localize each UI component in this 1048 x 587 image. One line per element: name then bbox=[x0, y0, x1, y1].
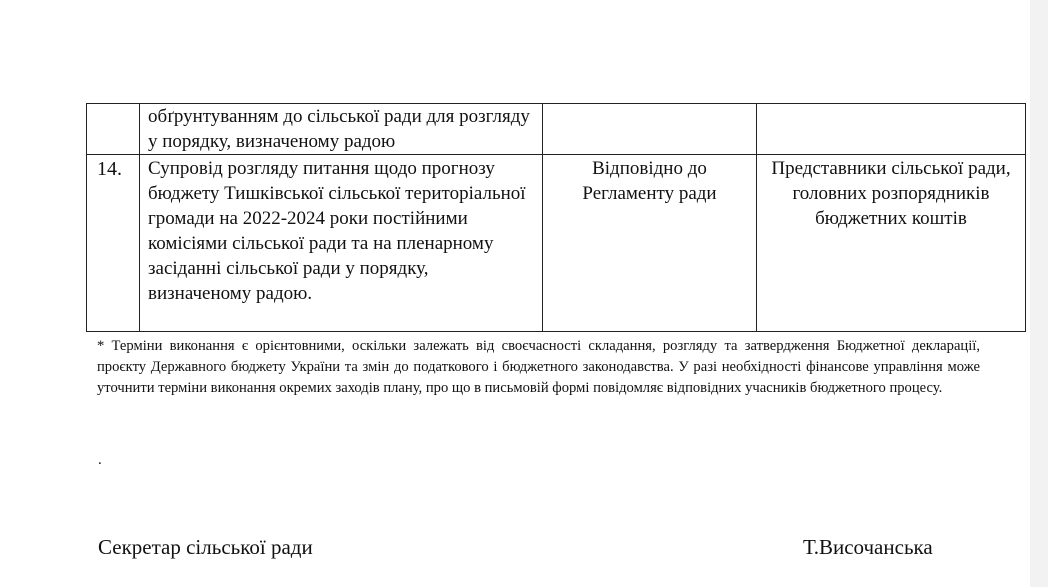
row-number-cell bbox=[87, 104, 140, 155]
signature-position: Секретар сільської ради bbox=[98, 535, 313, 559]
responsible-text: Представники сільської ради, головних розпорядників бюджетних коштів bbox=[771, 158, 1011, 229]
signature-name: Т.Височанська bbox=[803, 535, 933, 559]
table-row bbox=[87, 155, 1026, 332]
term-text: Відповідно до Регламенту ради bbox=[582, 158, 717, 204]
task-cell bbox=[140, 155, 543, 332]
row-number: 14. bbox=[97, 158, 122, 180]
responsible-cell bbox=[757, 155, 1026, 332]
task-text: Супровід розгляду питання щодо прогнозу бюджету Тишківської сільської територіальної громади на 2022-2024 роки постійними комісіями сільської ради та на пленарному засіданні сільської ради у порядку, визначеному радою. bbox=[148, 158, 526, 304]
task-text: обґрунтуванням до сільської ради для розгляду у порядку, визначеному радою bbox=[148, 106, 530, 152]
task-cell bbox=[140, 104, 543, 155]
stray-dot: . bbox=[98, 452, 102, 468]
plan-table bbox=[86, 103, 1026, 332]
responsible-cell bbox=[757, 104, 1026, 155]
term-cell bbox=[543, 155, 757, 332]
viewer-scrollbar-gutter[interactable] bbox=[1030, 0, 1048, 587]
row-number-cell bbox=[87, 155, 140, 332]
term-cell bbox=[543, 104, 757, 155]
table-row bbox=[87, 104, 1026, 155]
footnote: * Терміни виконання є орієнтовними, оскільки залежать від своєчасності складання, розгляду та затвердження Бюджетної декларації, проєкту Державного бюджету України та змін до податкового і бюджетного законодавства. У разі необхідності фінансове управління може уточнити терміни виконання окремих заходів плану, про що в письмовій формі повідомляє відповідних учасників бюджетного процесу. bbox=[97, 338, 980, 396]
